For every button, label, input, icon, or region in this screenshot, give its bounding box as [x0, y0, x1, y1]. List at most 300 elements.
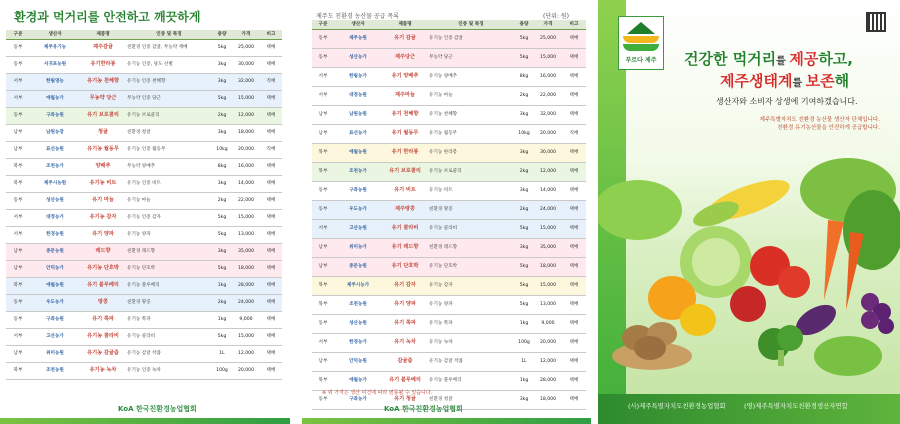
table-cell: 5kg: [212, 261, 232, 278]
table-cell: 택배: [562, 220, 586, 239]
headline-part: 제주생태계: [720, 72, 793, 90]
table-cell: 유기농 단호박: [80, 261, 126, 278]
table-cell: 감귤즙: [382, 353, 428, 372]
table-cell: 22,000: [232, 193, 260, 210]
table-column-header: 생산자: [30, 30, 80, 40]
table-cell: 15,000: [232, 210, 260, 227]
table-column-header: 구분: [312, 20, 334, 30]
table-cell: 3kg: [212, 57, 232, 74]
table-cell: 택배: [562, 391, 586, 410]
table-row: [312, 144, 586, 163]
table-cell: 동부: [312, 315, 334, 334]
table-cell: 유기 감귤: [382, 30, 428, 49]
table-row: [312, 87, 586, 106]
table-cell: 12,000: [534, 353, 562, 372]
table-cell: 22,000: [534, 87, 562, 106]
table-cell: 30,000: [232, 57, 260, 74]
table-cell: 18,000: [232, 125, 260, 142]
table-cell: 직배: [562, 125, 586, 144]
table-row: [6, 108, 282, 125]
table-cell: 28,000: [232, 278, 260, 295]
table-cell: 남부: [6, 125, 30, 142]
table-cell: 100g: [212, 363, 232, 380]
table-cell: 3kg: [514, 106, 534, 125]
table-cell: 유기 블루베리: [80, 278, 126, 295]
table-cell: 남원농원: [334, 106, 382, 125]
table-cell: 우도농가: [30, 295, 80, 312]
cover-subline: 생산자와 소비자 상생에 기여하겠습니다.: [716, 97, 858, 106]
table-cell: 3kg: [514, 144, 534, 163]
footer-strip: [0, 418, 290, 424]
table-column-header: 비고: [260, 30, 282, 40]
table-cell: 유기 청귤: [382, 391, 428, 410]
table-cell: 북부: [312, 144, 334, 163]
broccoli-illustration: [758, 325, 803, 366]
table-cell: 안덕농가: [30, 261, 80, 278]
table-cell: 구좌농원: [30, 312, 80, 329]
table-row: [312, 163, 586, 182]
table-cell: 남부: [312, 258, 334, 277]
table-cell: 9,000: [232, 312, 260, 329]
table-cell: 20,000: [232, 142, 260, 159]
table-cell: 20,000: [232, 363, 260, 380]
table-cell: 유기농 인증, 당도 선별: [126, 57, 212, 74]
table-cell: 택배: [260, 329, 282, 346]
table-cell: 땅콩: [80, 295, 126, 312]
table-cell: 청귤: [80, 125, 126, 142]
table-cell: 1L: [212, 346, 232, 363]
table-cell: 9,000: [534, 315, 562, 334]
table-cell: 5kg: [514, 258, 534, 277]
table-cell: 택배: [562, 144, 586, 163]
table-cell: 한림영농: [30, 74, 80, 91]
table-cell: 유기한라봉: [80, 57, 126, 74]
table-cell: 남부: [6, 346, 30, 363]
table-cell: 제주당근: [382, 49, 428, 68]
table-cell: 동부: [6, 57, 30, 74]
table-row: [6, 244, 282, 261]
table-cell: 택배: [260, 227, 282, 244]
table-cell: 구좌농원: [334, 182, 382, 201]
table-cell: 구좌농가: [334, 391, 382, 410]
table-cell: 무농약 당근: [80, 91, 126, 108]
table-cell: 조천농원: [334, 296, 382, 315]
table-row: [312, 125, 586, 144]
table-cell: 서부: [6, 329, 30, 346]
table-row: [312, 182, 586, 201]
table-cell: 5kg: [514, 296, 534, 315]
table-cell: 15,000: [534, 277, 562, 296]
table-cell: 유기농 월동무: [80, 142, 126, 159]
table-cell: 동부: [6, 108, 30, 125]
table-column-header: 용량: [212, 30, 232, 40]
table-cell: 애월농원: [30, 278, 80, 295]
table-cell: 유기농 블루베리: [428, 372, 514, 391]
table-cell: 유기농 브로콜리: [428, 163, 514, 182]
table-cell: 남부: [312, 106, 334, 125]
table-cell: 25,000: [534, 30, 562, 49]
table-cell: 택배: [260, 210, 282, 227]
table-cell: 한림농가: [334, 68, 382, 87]
table-row: [312, 296, 586, 315]
table-cell: 남원농장: [30, 125, 80, 142]
table-cell: 택배: [260, 295, 282, 312]
table-cell: 16,000: [232, 159, 260, 176]
table-cell: 유기 천혜향: [382, 106, 428, 125]
table-cell: 유기농 단호박: [428, 258, 514, 277]
table-cell: 유기농 감자: [80, 210, 126, 227]
table-cell: 유기농 인증 월동무: [126, 142, 212, 159]
table-cell: 서부: [312, 87, 334, 106]
table-cell: 28,000: [534, 372, 562, 391]
table-cell: 택배: [562, 334, 586, 353]
product-list-panel-left: [0, 0, 290, 424]
panel-subtitle: 제주도 친환경 농산물 공급 목록: [316, 13, 399, 20]
table-row: [6, 193, 282, 210]
table-cell: 무농약 양배추: [126, 159, 212, 176]
table-cell: 택배: [562, 201, 586, 220]
table-cell: 한경농가: [334, 334, 382, 353]
table-cell: 택배: [562, 258, 586, 277]
table-row: [6, 363, 282, 380]
table-cell: 1kg: [514, 315, 534, 334]
table-cell: 5kg: [514, 277, 534, 296]
table-cell: 택배: [562, 106, 586, 125]
table-cell: 유기 월동무: [382, 125, 428, 144]
cover-note: 친환경 유기농산물을 안전하게 공급합니다.: [777, 125, 880, 131]
table-cell: 유기농 감귤 착즙: [428, 353, 514, 372]
table-cell: 유기 마늘: [80, 193, 126, 210]
table-cell: 제주시농원: [30, 176, 80, 193]
table-row: [312, 201, 586, 220]
table-cell: 유기 블루베리: [382, 372, 428, 391]
table-column-header: 용량: [514, 20, 534, 30]
table-row: [312, 277, 586, 296]
table-cell: 12,000: [232, 108, 260, 125]
table-cell: 유기농 천혜향: [428, 106, 514, 125]
table-cell: 유기 브로콜리: [382, 163, 428, 182]
footer-strip: [302, 418, 591, 424]
table-cell: 8kg: [212, 159, 232, 176]
table-column-header: 가격: [232, 30, 260, 40]
table-cell: 유기농 비트: [80, 176, 126, 193]
table-cell: 20,000: [534, 125, 562, 144]
table-cell: 유기농 천혜향: [80, 74, 126, 91]
table-cell: 1kg: [514, 372, 534, 391]
table-row: [6, 295, 282, 312]
table-cell: 유기농 마늘: [428, 87, 514, 106]
table-cell: 서부: [6, 227, 30, 244]
table-row: [312, 68, 586, 87]
table-cell: 우도농가: [334, 201, 382, 220]
table-cell: 1kg: [212, 312, 232, 329]
table-cell: 제주마늘: [382, 87, 428, 106]
headline-part: 하고,: [818, 50, 853, 68]
table-cell: 조천농가: [334, 163, 382, 182]
table-row: [312, 49, 586, 68]
table-row: [6, 125, 282, 142]
table-cell: 5kg: [212, 329, 232, 346]
table-cell: 2kg: [212, 193, 232, 210]
table-cell: 유기농 인증 녹차: [126, 363, 212, 380]
table-cell: 성산농원: [334, 315, 382, 334]
table-cell: 유기 비트: [382, 182, 428, 201]
table-cell: 무농약 당근: [428, 49, 514, 68]
table-cell: 택배: [260, 176, 282, 193]
table-row: [312, 315, 586, 334]
table-cell: 직배: [260, 74, 282, 91]
table-cell: 택배: [562, 353, 586, 372]
table-cell: 유기농 감귤즙: [80, 346, 126, 363]
table-cell: 유기농 양파: [428, 296, 514, 315]
table-cell: 유기농 감자: [428, 277, 514, 296]
table-cell: 유기농 마늘: [126, 193, 212, 210]
table-cell: 남부: [6, 142, 30, 159]
table-cell: 친환경 인증 감귤, 무농약 재배: [126, 40, 212, 57]
table-row: [6, 142, 282, 159]
table-cell: 택배: [260, 108, 282, 125]
table-cell: 13,000: [232, 227, 260, 244]
table-cell: 대정농원: [334, 87, 382, 106]
table-cell: 3kg: [212, 176, 232, 193]
table-row: [6, 261, 282, 278]
vegetable-illustration: [598, 0, 900, 424]
table-cell: 유기농 인증 비트: [126, 176, 212, 193]
table-cell: 북부: [312, 296, 334, 315]
table-cell: 3kg: [514, 391, 534, 410]
table-row: [6, 312, 282, 329]
organization-name: (영)제주특별자치도친환경생산자연합: [744, 402, 848, 410]
table-cell: 유기농 단호박: [126, 261, 212, 278]
koa-logo: KoA 한국친환경농업협회: [118, 405, 197, 413]
table-cell: 동부: [312, 182, 334, 201]
headline-part: 를: [792, 78, 806, 89]
table-cell: 택배: [260, 125, 282, 142]
table-row: [312, 239, 586, 258]
headline-part: 를: [776, 56, 790, 67]
table-cell: 북부: [312, 277, 334, 296]
table-row: [6, 227, 282, 244]
table-cell: 제주땅콩: [382, 201, 428, 220]
cover-note: 제주특별자치도 친환경 농산물 생산자 단체입니다.: [759, 117, 880, 123]
cover-panel: [598, 0, 900, 424]
table-cell: 14,000: [232, 176, 260, 193]
table-row: [6, 329, 282, 346]
lettuce-illustration: [814, 336, 882, 376]
table-row: [312, 353, 586, 372]
table-cell: 중문농원: [334, 258, 382, 277]
table-cell: 유기농 블루베리: [126, 278, 212, 295]
table-cell: 8kg: [514, 68, 534, 87]
table-cell: 유기 감자: [382, 277, 428, 296]
table-cell: 동부: [6, 295, 30, 312]
table-cell: 유기농 인증 천혜향: [126, 74, 212, 91]
table-cell: 택배: [562, 30, 586, 49]
koa-logo: KoA 한국친환경농업협회: [384, 405, 463, 413]
table-cell: 제주유기농: [30, 40, 80, 57]
table-cell: 동부: [312, 30, 334, 49]
headline-part: 보존: [805, 72, 835, 90]
table-cell: 유기농 양배추: [428, 68, 514, 87]
table-cell: 유기 레드향: [382, 239, 428, 258]
table-cell: 32,000: [534, 106, 562, 125]
table-column-header: 생산자: [334, 20, 382, 30]
table-row: [6, 57, 282, 74]
table-cell: 택배: [562, 49, 586, 68]
table-cell: 남부: [6, 261, 30, 278]
table-cell: 24,000: [232, 295, 260, 312]
table-row: [312, 334, 586, 353]
table-cell: 3kg: [514, 239, 534, 258]
product-list-panel-middle: [302, 0, 591, 424]
table-cell: 서부: [6, 74, 30, 91]
table-cell: 유기농 인증 감자: [126, 210, 212, 227]
table-cell: 고산농원: [334, 220, 382, 239]
apple-illustration: [730, 286, 766, 322]
table-row: [6, 40, 282, 57]
table-cell: 조천농가: [30, 159, 80, 176]
table-cell: 제주농원: [334, 30, 382, 49]
table-cell: 유기농 인증 감귤: [428, 30, 514, 49]
table-cell: 친환경 땅콩: [428, 201, 514, 220]
table-row: [312, 30, 586, 49]
table-cell: 2kg: [212, 295, 232, 312]
table-cell: 서부: [312, 68, 334, 87]
table-cell: 유기농 쪽파: [428, 315, 514, 334]
table-cell: 3kg: [212, 74, 232, 91]
table-cell: 5kg: [212, 210, 232, 227]
table-cell: 35,000: [232, 244, 260, 261]
table-cell: 택배: [562, 277, 586, 296]
table-row: [6, 91, 282, 108]
table-cell: 5kg: [514, 49, 534, 68]
table-cell: 택배: [562, 372, 586, 391]
table-cell: 택배: [260, 244, 282, 261]
table-cell: 유기 양배추: [382, 68, 428, 87]
table-cell: 2kg: [514, 201, 534, 220]
table-cell: 25,000: [232, 40, 260, 57]
table-cell: 유기농 한라봉: [428, 144, 514, 163]
table-row: [6, 74, 282, 91]
table-cell: 서귀포농원: [30, 57, 80, 74]
headline-part: 해: [834, 72, 850, 90]
product-table-left: [6, 30, 282, 380]
table-cell: 18,000: [534, 258, 562, 277]
table-cell: 유기농 콜라비: [80, 329, 126, 346]
table-cell: 24,000: [534, 201, 562, 220]
table-row: [312, 372, 586, 391]
table-cell: 유기 녹차: [382, 334, 428, 353]
table-cell: 서부: [312, 220, 334, 239]
table-cell: 애월농가: [30, 91, 80, 108]
table-cell: 성산농원: [30, 193, 80, 210]
table-cell: 위미농가: [334, 239, 382, 258]
table-cell: 동부: [312, 201, 334, 220]
table-cell: 13,000: [534, 296, 562, 315]
table-cell: 택배: [562, 182, 586, 201]
table-cell: 성산농가: [334, 49, 382, 68]
table-cell: 5kg: [514, 30, 534, 49]
table-cell: 북부: [312, 372, 334, 391]
table-cell: 택배: [260, 193, 282, 210]
table-cell: 15,000: [232, 329, 260, 346]
table-cell: 북부: [312, 163, 334, 182]
table-cell: 고산농가: [30, 329, 80, 346]
table-cell: 서부: [6, 91, 30, 108]
table-cell: 3kg: [212, 244, 232, 261]
table-cell: 택배: [260, 261, 282, 278]
table-cell: 유기 양파: [80, 227, 126, 244]
table-cell: 무농약 인증 당근: [126, 91, 212, 108]
table-cell: 애월농가: [334, 372, 382, 391]
table-cell: 북부: [6, 278, 30, 295]
table-cell: 15,000: [232, 91, 260, 108]
table-cell: 위미농원: [30, 346, 80, 363]
table-cell: 동부: [6, 312, 30, 329]
table-cell: 택배: [562, 68, 586, 87]
table-cell: 18,000: [534, 391, 562, 410]
table-column-header: 가격: [534, 20, 562, 30]
table-cell: 레드향: [80, 244, 126, 261]
table-column-header: 비고: [562, 20, 586, 30]
table-cell: 택배: [260, 40, 282, 57]
brand-logo-text: 푸르다 제주: [625, 57, 657, 64]
table-cell: 남부: [312, 239, 334, 258]
table-cell: 북부: [6, 176, 30, 193]
table-cell: 제주시농가: [334, 277, 382, 296]
table-cell: 1L: [514, 353, 534, 372]
table-cell: 14,000: [534, 182, 562, 201]
table-cell: 서부: [312, 334, 334, 353]
table-cell: 유기농 쪽파: [126, 312, 212, 329]
table-cell: 동부: [312, 391, 334, 410]
table-column-header: 인증 및 특징: [126, 30, 212, 40]
table-cell: 표선농가: [334, 125, 382, 144]
table-cell: 택배: [562, 296, 586, 315]
table-cell: 1kg: [212, 278, 232, 295]
table-cell: 3kg: [514, 182, 534, 201]
table-cell: 유기 양파: [382, 296, 428, 315]
table-cell: 동부: [6, 193, 30, 210]
product-table-middle: [312, 20, 586, 410]
table-cell: 친환경 청귤: [428, 391, 514, 410]
table-cell: 남부: [312, 125, 334, 144]
table-cell: 유기농 양파: [126, 227, 212, 244]
table-cell: 유기 한라봉: [382, 144, 428, 163]
table-row: [312, 106, 586, 125]
table-row: [6, 210, 282, 227]
organization-name: (사)제주특별자치도친환경농업협회: [628, 402, 726, 410]
table-cell: 12,000: [232, 346, 260, 363]
table-cell: 유기농 비트: [428, 182, 514, 201]
table-row: [312, 220, 586, 239]
price-note: ※ 위 가격은 생산 여건에 따라 변동될 수 있습니다.: [322, 390, 433, 396]
table-column-header: 제품명: [80, 30, 126, 40]
table-cell: 친환경 레드향: [428, 239, 514, 258]
table-cell: 5kg: [212, 227, 232, 244]
table-cell: 유기 쪽파: [80, 312, 126, 329]
table-cell: 택배: [260, 363, 282, 380]
table-cell: 택배: [260, 57, 282, 74]
table-cell: 유기 쪽파: [382, 315, 428, 334]
table-cell: 택배: [562, 87, 586, 106]
table-cell: 택배: [260, 91, 282, 108]
table-column-header: 제품명: [382, 20, 428, 30]
table-cell: 3kg: [212, 125, 232, 142]
table-cell: 양배추: [80, 159, 126, 176]
table-cell: 35,000: [534, 239, 562, 258]
table-row: [6, 159, 282, 176]
